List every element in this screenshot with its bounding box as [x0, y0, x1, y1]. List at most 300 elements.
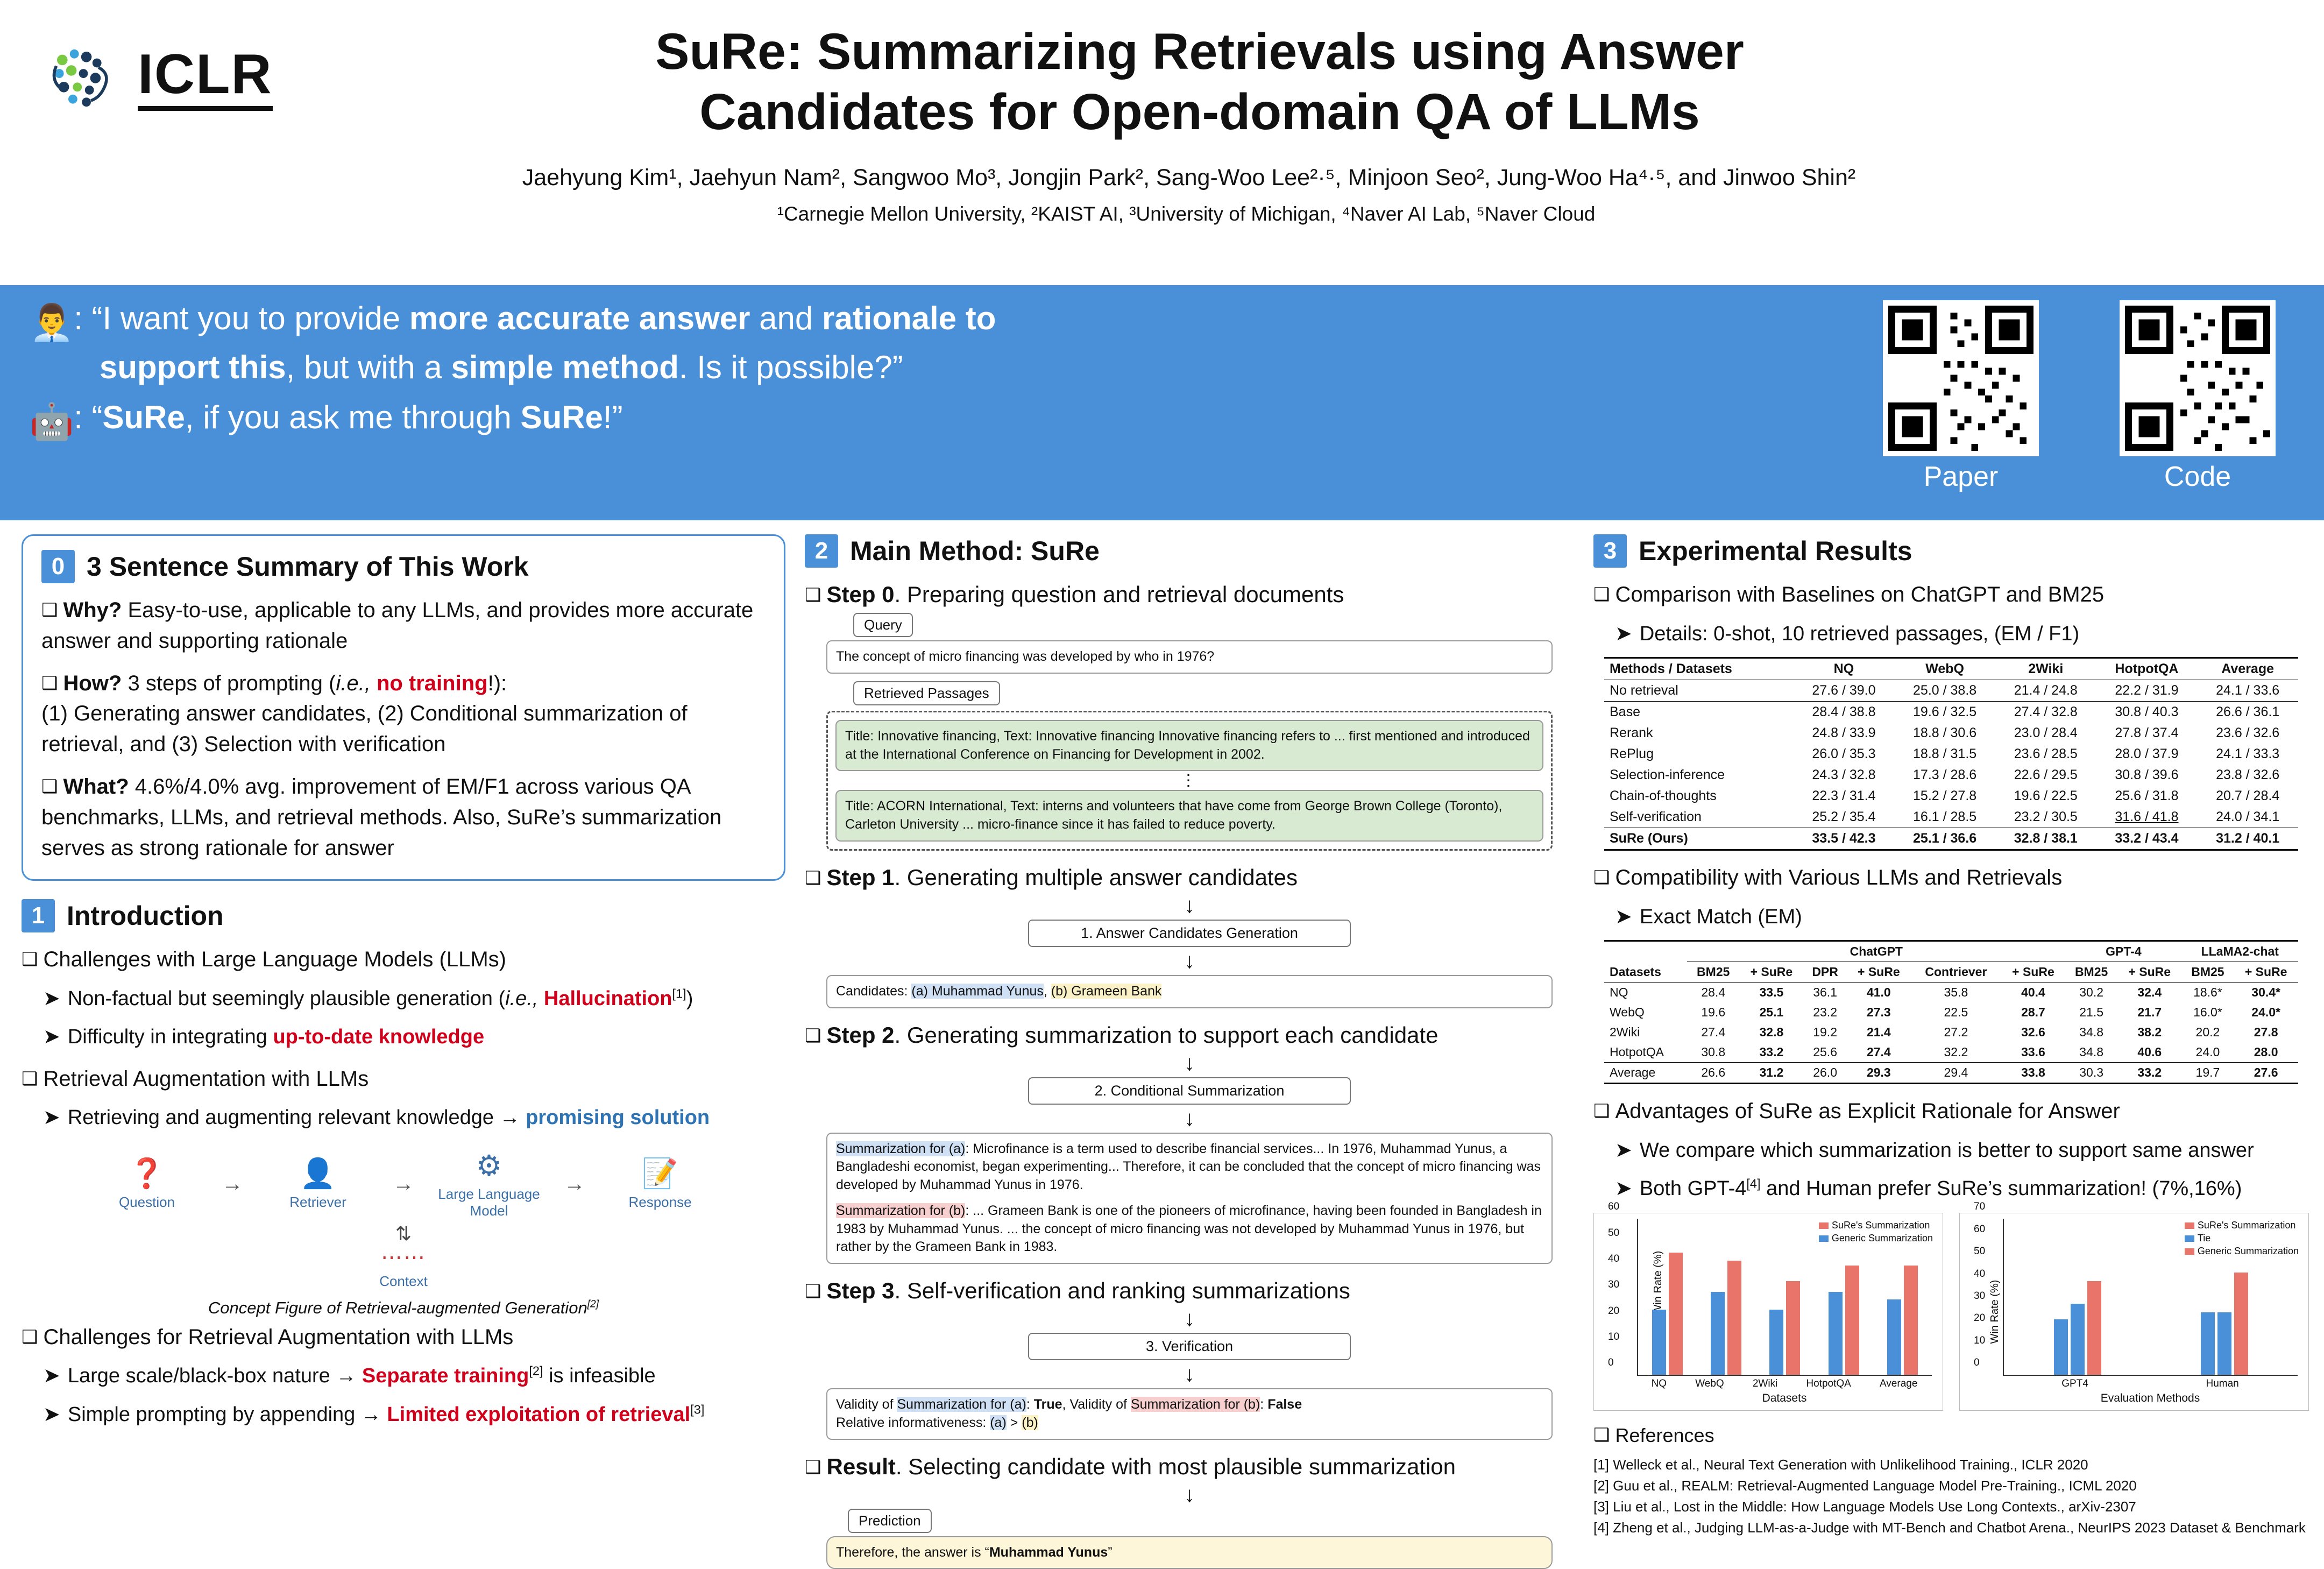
bar-generic: [1887, 1299, 1901, 1375]
brain-icon: [43, 40, 124, 116]
cell: 25.2 / 35.4: [1794, 807, 1895, 828]
row-name: Average: [1604, 1062, 1687, 1083]
b2i1-blue: promising solution: [526, 1106, 710, 1129]
prediction-answer: Muhammad Yunus: [989, 1545, 1108, 1560]
bar-group: [1829, 1219, 1859, 1375]
row-name: Selection-inference: [1604, 765, 1794, 786]
bar-generic: [1769, 1310, 1783, 1375]
step1-text: . Generating multiple answer candidates: [895, 865, 1298, 890]
verify-l1-b: :: [1026, 1397, 1034, 1412]
ytick: 70: [1974, 1201, 1985, 1213]
concept-item-retriever: [261, 1157, 374, 1211]
cell: 31.2: [1739, 1062, 1804, 1083]
how-text-a: 3 steps of prompting (: [122, 672, 336, 695]
checkbox-icon: ❑: [22, 1327, 38, 1347]
results-b3: [1593, 1096, 2309, 1127]
th2-1: BM25: [1687, 962, 1739, 982]
verify-l1-c: , Validity of: [1062, 1397, 1131, 1412]
how-text-c: (1) Generating answer candidates, (2) Conditional summarization of retrieval, and (3) Selection with verification: [41, 702, 688, 756]
cell: 21.7: [2117, 1002, 2182, 1022]
dialog-l3-a: : “: [74, 399, 102, 435]
intro-b1-text: Challenges with Large Language Models (LLMs): [43, 948, 506, 971]
arrow-down-icon: ↓: [826, 1365, 1553, 1384]
th-2: WebQ: [1894, 658, 1995, 680]
intro-b3-text: Challenges for Retrieval Augmentation with LLMs: [43, 1325, 513, 1349]
section-1-header: [22, 899, 785, 932]
cell: 27.4 / 32.8: [1995, 701, 2096, 723]
step1-label: Step 1: [826, 865, 894, 890]
cell: 29.4: [1911, 1062, 2001, 1083]
query-box: The concept of micro financing was developed by who in 1976?: [826, 640, 1553, 674]
ytick: 50: [1608, 1227, 1619, 1239]
verification-box: 3. Verification: [1028, 1333, 1351, 1360]
cell: 30.8: [1687, 1042, 1739, 1063]
retriever-icon: 👤: [261, 1157, 374, 1191]
intro-b1-item1: [22, 985, 785, 1013]
references-header: [1593, 1422, 2309, 1449]
qr-codes: [1883, 300, 2276, 493]
verify-l1-d: :: [1260, 1397, 1267, 1412]
th2-10: + SuRe: [2234, 962, 2298, 982]
prediction-diagram: [805, 1485, 1574, 1569]
iclr-logo: [43, 38, 366, 118]
b3i1-sup: [2]: [529, 1364, 543, 1378]
cell: 24.1 / 33.6: [2197, 680, 2298, 701]
arrow-icon: ➤: [43, 987, 60, 1010]
arrow-icon: ➤: [43, 1106, 60, 1129]
results-b1-text: Comparison with Baselines on ChatGPT and BM25: [1615, 583, 2104, 606]
qr-paper-icon[interactable]: [1883, 300, 2039, 456]
arrow-icon: ➤: [43, 1403, 60, 1426]
result-text: . Selecting candidate with most plausible summarization: [896, 1454, 1456, 1479]
compatibility-table: [1604, 940, 2298, 1084]
cell: 23.8 / 32.6: [2197, 765, 2298, 786]
intro-b1: [22, 944, 785, 975]
cell: 22.6 / 29.5: [1995, 765, 2096, 786]
cell: 27.4: [1847, 1042, 1911, 1063]
cell: 19.6 / 32.5: [1894, 701, 1995, 723]
verify-l1-hl1: Summarization for (a): [897, 1397, 1026, 1412]
cell: 22.5: [1911, 1002, 2001, 1022]
checkbox-icon: ❑: [41, 673, 58, 694]
arrow-down-icon: ↓: [826, 1485, 1553, 1504]
checkbox-icon: ❑: [22, 1069, 38, 1089]
b1i1-red: Hallucination: [544, 987, 672, 1010]
qr-code-icon[interactable]: [2120, 300, 2276, 456]
b3i2-sup: [4]: [1746, 1176, 1760, 1190]
verify-l1-false: False: [1267, 1397, 1302, 1412]
candidate-sep: ,: [1044, 984, 1051, 999]
bar-group: [1711, 1219, 1741, 1375]
comparison-table: [1604, 657, 2298, 851]
row-name: Self-verification: [1604, 807, 1794, 828]
cell: 33.6: [2001, 1042, 2066, 1063]
person-icon: 👨‍💼: [30, 302, 74, 342]
ytick: 10: [1974, 1335, 1985, 1347]
verification-result-box: [826, 1388, 1553, 1440]
th2-3: DPR: [1804, 962, 1847, 982]
ytick: 10: [1608, 1331, 1619, 1343]
table-header-row: [1604, 962, 2298, 982]
bar-1: [2054, 1319, 2068, 1375]
dialog-l3-d: SuRe: [521, 399, 603, 435]
cell: 16.1 / 28.5: [1894, 807, 1995, 828]
arrow-icon: ➤: [43, 1365, 60, 1387]
table-row: [1604, 680, 2298, 701]
cell: 33.2: [1739, 1042, 1804, 1063]
passage-2: Title: ACORN International, Text: interns and volunteers that have come from George Brown College (Toronto), Carleton University ... micro-finance since it has failed to reduce poverty.: [835, 790, 1543, 842]
bar-group: [1652, 1219, 1683, 1375]
results-b1-sub: [1593, 620, 2309, 648]
cell: 17.3 / 28.6: [1894, 765, 1995, 786]
concept-label-question: Question: [90, 1194, 203, 1211]
results-b2: [1593, 863, 2309, 893]
candidates-prefix: Candidates:: [836, 984, 911, 999]
cell: 19.2: [1804, 1022, 1847, 1042]
verify-l1-a: Validity of: [836, 1397, 897, 1412]
b1i2-a: Difficulty in integrating: [68, 1026, 273, 1048]
reference-item: [1] Welleck et al., Neural Text Generation with Unlikelihood Training., ICLR 2020: [1593, 1454, 2309, 1475]
th2-8: + SuRe: [2117, 962, 2182, 982]
bar-group: [1769, 1219, 1800, 1375]
query-tag: Query: [853, 613, 913, 637]
cell: 30.8 / 39.6: [2096, 765, 2198, 786]
chart2-xticks: [2003, 1378, 2298, 1390]
checkbox-icon: ❑: [22, 949, 38, 970]
prediction-a: Therefore, the answer is “: [836, 1545, 989, 1560]
chart2-xlabel: Evaluation Methods: [1997, 1392, 2303, 1405]
cell: 40.6: [2117, 1042, 2182, 1063]
title-line1-rest: : Summarizing Retrievals using Answer: [786, 23, 1744, 80]
row-name: Rerank: [1604, 723, 1794, 744]
column-right: [1593, 534, 2309, 1569]
cell: 27.2: [1911, 1022, 2001, 1042]
results-b2-sub: [1593, 903, 2309, 931]
b3i2-red: Limited exploitation of retrieval: [387, 1403, 690, 1426]
checkbox-icon: ❑: [805, 868, 821, 888]
b1i1-it: i.e.,: [505, 987, 538, 1010]
group-gpt4: GPT-4: [2065, 941, 2181, 962]
intro-b2-text: Retrieval Augmentation with LLMs: [43, 1067, 369, 1091]
section-0-header: [41, 550, 766, 583]
bar-generic: [1652, 1310, 1666, 1375]
chart1-plot: [1637, 1219, 1932, 1376]
section-1-title: Introduction: [67, 900, 224, 931]
legend-label-generic: Generic Summarization: [2198, 1246, 2299, 1257]
prediction-tag: Prediction: [848, 1509, 932, 1533]
cell: 28.0 / 37.9: [2096, 744, 2198, 765]
cell: 32.6: [2001, 1022, 2066, 1042]
checkbox-icon: ❑: [805, 1026, 821, 1046]
bar-2: [2071, 1304, 2085, 1375]
cell: 30.8 / 40.3: [2096, 701, 2198, 723]
row-name: SuRe (Ours): [1604, 828, 1794, 850]
cell: 27.3: [1847, 1002, 1911, 1022]
xtick: GPT4: [2061, 1378, 2088, 1390]
table-row: [1604, 786, 2298, 807]
column-left: [22, 534, 785, 1569]
concept-label-retriever: Retriever: [261, 1194, 374, 1211]
cell: 25.6: [1804, 1042, 1847, 1063]
reference-item: [2] Guu et al., REALM: Retrieval-Augmented Language Model Pre-Training., ICML 2020: [1593, 1475, 2309, 1496]
iclr-wordmark: ICLR: [138, 45, 273, 111]
xtick: HotpotQA: [1806, 1378, 1851, 1390]
table-row: [1604, 701, 2298, 723]
checkbox-icon: ❑: [805, 585, 821, 605]
cell: 32.2: [1911, 1042, 2001, 1063]
cell: 30.2: [2065, 982, 2117, 1002]
how-italic: i.e.,: [336, 672, 370, 695]
th-blank: [1604, 941, 1687, 962]
candidate-b: (b) Grameen Bank: [1051, 984, 1162, 999]
step2-text: . Generating summarization to support each candidate: [895, 1022, 1439, 1048]
arrow-right-icon: →: [564, 1172, 585, 1196]
cell: 33.2: [2117, 1062, 2182, 1083]
summary-a-text: : Microfinance is a term used to describe financial services... In 1976, Muhammad Yunus, a Bangladeshi economist, began experimenting... Therefore, it can be concluded that the concept of micro financing was developed by Muhammad Yunus in 1976.: [836, 1141, 1541, 1193]
results-b3-text: Advantages of SuRe as Explicit Rationale for Answer: [1615, 1099, 2120, 1123]
cell: 23.6 / 32.6: [2197, 723, 2298, 744]
th2-2: + SuRe: [1739, 962, 1804, 982]
cell: 32.8 / 38.1: [1995, 828, 2096, 850]
cell: 23.2: [1804, 1002, 1847, 1022]
bar-2: [2217, 1312, 2231, 1375]
title-line2: Candidates for Open-domain QA of LLMs: [699, 83, 1700, 140]
b1i1-b: ): [686, 987, 693, 1010]
bar-sure: [1786, 1281, 1800, 1375]
step-3: [805, 1278, 1574, 1304]
arrow-down-icon: ↓: [826, 1309, 1553, 1328]
llm-icon: ⚙: [433, 1149, 545, 1183]
chart1-xlabel: Datasets: [1632, 1392, 1937, 1405]
qr-paper[interactable]: [1883, 300, 2039, 493]
table-row: [1604, 744, 2298, 765]
cell: 27.8: [2234, 1022, 2298, 1042]
cell: 34.8: [2065, 1022, 2117, 1042]
intro-b3-item1: [22, 1362, 785, 1390]
verify-line-1: [836, 1396, 1543, 1414]
checkbox-icon: ❑: [805, 1281, 821, 1302]
dialog-l1-c: and: [750, 300, 822, 336]
arrow-icon: ➤: [1615, 1139, 1632, 1162]
cell: 30.3: [2065, 1062, 2117, 1083]
context-dots-icon: ⋯⋯: [22, 1245, 785, 1270]
cell: 21.5: [2065, 1002, 2117, 1022]
results-b2-text: Compatibility with Various LLMs and Retrievals: [1615, 866, 2062, 889]
cell: 30.4*: [2234, 982, 2298, 1002]
qr-paper-label: Paper: [1883, 461, 2039, 493]
table-header-row: [1604, 658, 2298, 680]
step0-label: Step 0: [826, 582, 894, 607]
cell: 24.1 / 33.3: [2197, 744, 2298, 765]
step0-diagram: [805, 613, 1574, 851]
xtick: Average: [1880, 1378, 1917, 1390]
checkbox-icon: ❑: [1593, 867, 1610, 888]
cell: 23.0 / 28.4: [1995, 723, 2096, 744]
cell: 24.0: [2182, 1042, 2234, 1063]
results-b3-item2: [1593, 1175, 2309, 1203]
legend-label-generic: Generic Summarization: [1832, 1233, 1933, 1244]
concept-label-response: Response: [604, 1194, 717, 1211]
b3i2-sup: [3]: [690, 1402, 704, 1416]
section-1-number: 1: [22, 899, 55, 932]
bar-sure: [1845, 1266, 1859, 1375]
cell: 26.6: [1687, 1062, 1739, 1083]
th2-5: Contriever: [1911, 962, 2001, 982]
cell: 38.2: [2117, 1022, 2182, 1042]
cell: 23.2 / 30.5: [1995, 807, 2096, 828]
verify-l2-a: Relative informativeness:: [836, 1415, 990, 1430]
concept-item-question: [90, 1157, 203, 1211]
section-2-title: Main Method: SuRe: [850, 535, 1100, 567]
question-icon: ❓: [90, 1157, 203, 1191]
results-b3-item1: [1593, 1136, 2309, 1165]
arrow-down-icon: ↓: [826, 1054, 1553, 1073]
summary-b: [836, 1202, 1543, 1256]
th2-6: + SuRe: [2001, 962, 2066, 982]
ytick: 20: [1608, 1305, 1619, 1317]
bar-sure: [1904, 1266, 1918, 1375]
concept-row: [22, 1149, 785, 1219]
cell: 19.6 / 22.5: [1995, 786, 2096, 807]
cell: 22.3 / 31.4: [1794, 786, 1895, 807]
bar-sure: [1669, 1253, 1683, 1375]
prediction-c: ”: [1108, 1545, 1112, 1560]
bar-sure: [1727, 1261, 1741, 1375]
arrow-down-icon: ↓: [826, 896, 1553, 915]
concept-caption-text: Concept Figure of Retrieval-augmented Generation: [208, 1298, 587, 1317]
concept-label-llm: Large Language Model: [433, 1186, 545, 1219]
cell: 32.4: [2117, 982, 2182, 1002]
intro-b1-item2: [22, 1023, 785, 1051]
step2-diagram: [805, 1054, 1574, 1264]
how-red: no training: [377, 672, 488, 695]
table-row: [1604, 982, 2298, 1002]
summary-a-label: Summarization for (a): [836, 1141, 965, 1156]
dialog-l2-a: support this: [100, 349, 286, 385]
ytick: 40: [1974, 1268, 1985, 1280]
ytick: 40: [1608, 1253, 1619, 1265]
concept-caption: [22, 1298, 785, 1318]
table-row: [1604, 1062, 2298, 1083]
b3i1-a: Large scale/black-box nature →: [68, 1365, 362, 1387]
cell: 26.0 / 35.3: [1794, 744, 1895, 765]
arrow-icon: ➤: [1615, 623, 1632, 645]
cell: 33.5 / 42.3: [1794, 828, 1895, 850]
intro-b3-item2: [22, 1401, 785, 1429]
cell: 27.6: [2234, 1062, 2298, 1083]
affiliation-list: ¹Carnegie Mellon University, ²KAIST AI, ³University of Michigan, ⁴Naver AI Lab, ⁵Naver Cloud: [0, 203, 2324, 225]
concept-item-response: [604, 1157, 717, 1211]
row-name: Chain-of-thoughts: [1604, 786, 1794, 807]
conditional-summarization-box: 2. Conditional Summarization: [1028, 1077, 1351, 1105]
title-sure: SuRe: [655, 23, 786, 80]
th-5: Average: [2197, 658, 2298, 680]
author-list: Jaehyung Kim¹, Jaehyun Nam², Sangwoo Mo³, Jongjin Park², Sang-Woo Lee²·⁵, Minjoon Seo², Jung-Woo Ha⁴·⁵, and Jinwoo Shin²: [0, 165, 2324, 191]
cell: 23.6 / 28.5: [1995, 744, 2096, 765]
cell: 33.5: [1739, 982, 1804, 1002]
concept-updown: [22, 1222, 785, 1290]
legend-label-sure: SuRe's Summarization: [1832, 1220, 1930, 1231]
cell: 24.3 / 32.8: [1794, 765, 1895, 786]
how-text-b: !):: [488, 672, 507, 695]
dialog-l2-b: , but with a: [286, 349, 451, 385]
th2-7: BM25: [2065, 962, 2117, 982]
ytick: 60: [1974, 1224, 1985, 1235]
table-row: [1604, 1022, 2298, 1042]
ytick: 60: [1608, 1201, 1619, 1213]
th2-4: + SuRe: [1847, 962, 1911, 982]
dialog-l1-d: rationale to: [822, 300, 996, 336]
qr-code[interactable]: [2120, 300, 2276, 493]
th-4: HotpotQA: [2096, 658, 2198, 680]
cell: 28.4: [1687, 982, 1739, 1002]
verify-l1-hl2: Summarization for (b): [1131, 1397, 1260, 1412]
ytick: 30: [1974, 1290, 1985, 1302]
legend-label-sure: SuRe's Summarization: [2198, 1220, 2296, 1231]
ytick: 30: [1608, 1279, 1619, 1291]
arrow-down-icon: ↓: [826, 951, 1553, 971]
bar-generic: [1829, 1292, 1843, 1375]
cell: 20.7 / 28.4: [2197, 786, 2298, 807]
cell: 22.2 / 31.9: [2096, 680, 2198, 701]
summaries-box: [826, 1133, 1553, 1264]
dialog-l1-b: more accurate answer: [409, 300, 750, 336]
arrow-right-icon: →: [222, 1172, 243, 1196]
b1i2-red: up-to-date knowledge: [273, 1026, 484, 1048]
cell: 25.1: [1739, 1002, 1804, 1022]
cell: 21.4 / 24.8: [1995, 680, 2096, 701]
retrieved-passages: [826, 711, 1553, 851]
dialog-l2-c: simple method: [451, 349, 678, 385]
cell: 21.4: [1847, 1022, 1911, 1042]
intro-b3: [22, 1322, 785, 1353]
cell: 33.2 / 43.4: [2096, 828, 2198, 850]
candidates-box: [826, 975, 1553, 1008]
cell: 25.1 / 36.6: [1894, 828, 1995, 850]
candidate-a: (a) Muhammad Yunus: [911, 984, 1044, 999]
column-middle: [805, 534, 1574, 1569]
cell: 20.2: [2182, 1022, 2234, 1042]
intro-b2: [22, 1064, 785, 1094]
cell: 18.8 / 31.5: [1894, 744, 1995, 765]
cell: 31.6 / 41.8: [2096, 807, 2198, 828]
qr-code-label: Code: [2120, 461, 2276, 493]
verify-l1-true: True: [1034, 1397, 1062, 1412]
table-row: [1604, 828, 2298, 850]
step3-diagram: [805, 1309, 1574, 1440]
ytick: 0: [1974, 1357, 1980, 1369]
b1i1-sup: [1]: [672, 987, 686, 1001]
step0-text: . Preparing question and retrieval documents: [895, 582, 1344, 607]
chart1-xticks: [1637, 1378, 1932, 1390]
results-b2-sub-text: Exact Match (EM): [1640, 906, 1802, 928]
concept-figure: [22, 1149, 785, 1310]
passage-1: Title: Innovative financing, Text: Innovative financing Innovative financing refers to ... first mentioned and introduced at the International Conference on Financing for Development in 2002.: [835, 720, 1543, 772]
cell: 16.0*: [2182, 1002, 2234, 1022]
th-3: 2Wiki: [1995, 658, 2096, 680]
reference-item: [3] Liu et al., Lost in the Middle: How Language Models Use Long Contexts., arXiv-2307: [1593, 1496, 2309, 1517]
cell: 24.0 / 34.1: [2197, 807, 2298, 828]
chart-win-rate: [1959, 1213, 2309, 1411]
response-icon: 📝: [604, 1157, 717, 1191]
cell: 27.6 / 39.0: [1794, 680, 1895, 701]
section-0-number: 0: [41, 550, 75, 583]
step-1: [805, 865, 1574, 890]
table-row: [1604, 1042, 2298, 1063]
cell: 26.0: [1804, 1062, 1847, 1083]
row-name: No retrieval: [1604, 680, 1794, 701]
cell: 18.6*: [2182, 982, 2234, 1002]
